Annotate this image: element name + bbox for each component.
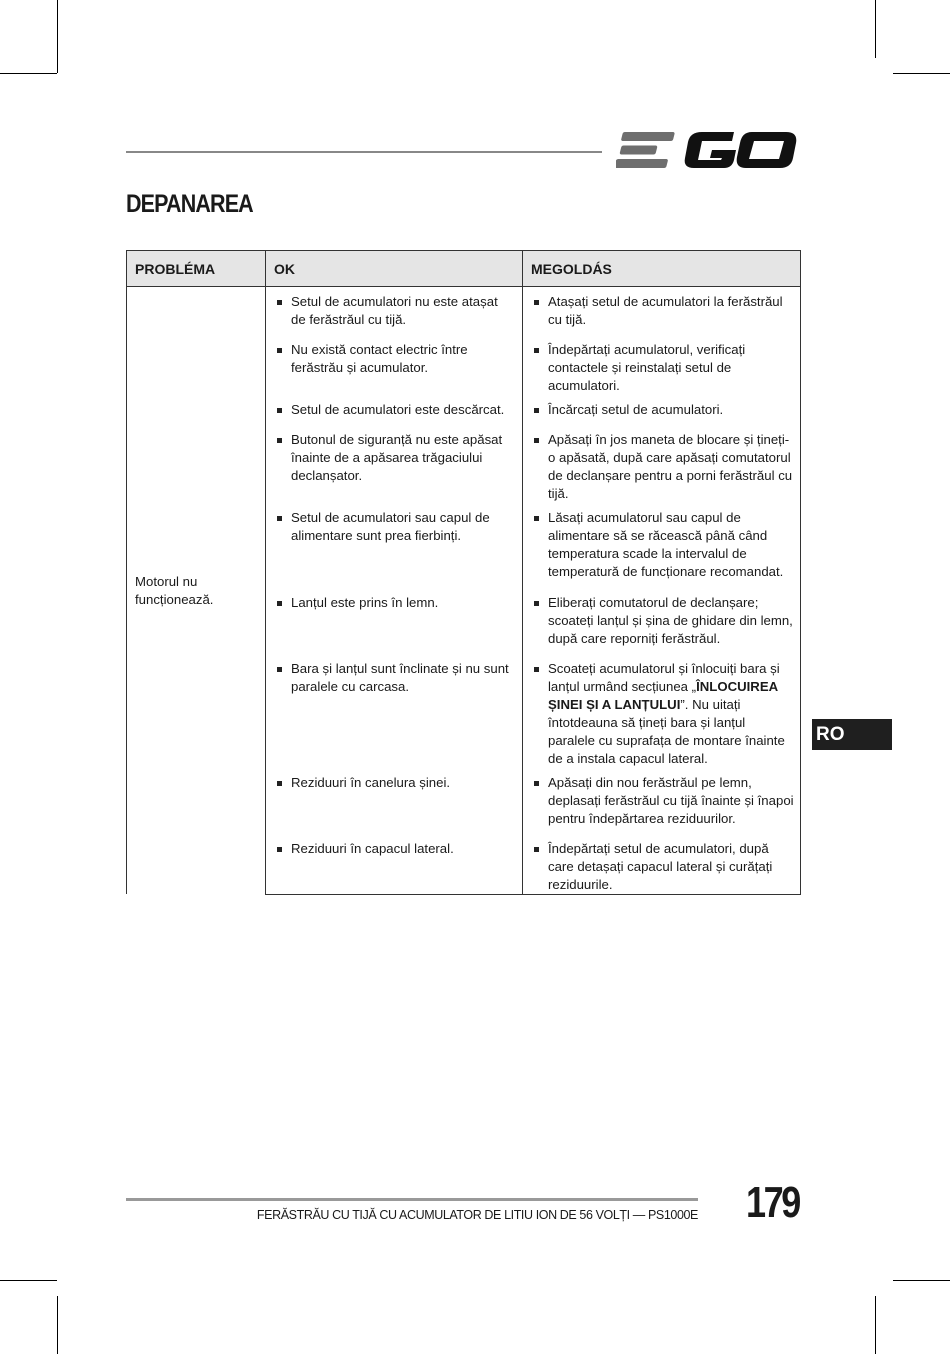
cause-text: Nu există contact electric între ferăstrău și acumulator. <box>291 341 468 375</box>
solution-cell <box>523 395 801 425</box>
solution-cell <box>523 503 801 588</box>
solution-cell <box>523 588 801 654</box>
square-bullet-icon <box>534 300 539 305</box>
cause-text: Butonul de siguranță nu este apăsat înainte de a apăsarea trăgaciului declanșator. <box>291 431 503 483</box>
cause-cell <box>266 768 523 834</box>
square-bullet-icon <box>534 781 539 786</box>
solution-text: Apăsați din nou ferăstrăul pe lemn, deplasați ferăstrăul cu tijă înainte și înapoi pentru îndepărtarea reziduurilor. <box>548 774 794 826</box>
header-problem: PROBLÉMA <box>127 251 266 287</box>
cause-text: Setul de acumulatori nu este atașat de ferăstrăul cu tijă. <box>291 294 498 327</box>
cause-cell <box>266 503 523 588</box>
solution-cell <box>523 834 801 895</box>
square-bullet-icon <box>277 516 282 521</box>
cause-cell <box>266 834 523 895</box>
solution-cell <box>523 425 801 503</box>
solution-text: Lăsați acumulatorul sau capul de alimentare să se răcească până când temperatura scade la intervalul de temperatură de funcționare recomandat. <box>548 509 784 579</box>
crop-mark <box>875 1296 876 1354</box>
square-bullet-icon <box>277 348 282 353</box>
crop-mark <box>893 1280 950 1281</box>
cause-cell <box>266 335 523 395</box>
page-number: 179 <box>746 1178 799 1227</box>
cause-text: Setul de acumulatori este descărcat. <box>291 401 505 417</box>
square-bullet-icon <box>534 348 539 353</box>
cause-text: Reziduuri în capacul lateral. <box>291 840 454 856</box>
crop-mark <box>875 0 876 58</box>
solution-text: Îndepărtați setul de acumulatori, după care detașați capacul lateral și curățați reziduurile. <box>548 840 773 892</box>
solution-text: Apăsați în jos maneta de blocare și țineți-o apăsată, după care apăsați comutatorul de declanșare pentru a porni ferăstrăul cu tijă. <box>548 431 793 501</box>
page-title: DEPANAREA <box>126 190 253 218</box>
header-solution: MEGOLDÁS <box>523 251 801 287</box>
solution-cell <box>523 335 801 395</box>
square-bullet-icon <box>277 667 282 672</box>
header-rule <box>126 151 602 153</box>
ego-logo <box>616 128 800 172</box>
cause-text: Bara și lanțul sunt înclinate și nu sunt paralele cu carcasa. <box>291 660 509 694</box>
square-bullet-icon <box>277 601 282 606</box>
problem-text: Motorul nu funcționează. <box>135 573 214 607</box>
cause-text: Lanțul este prins în lemn. <box>291 594 439 610</box>
footer-product-name: FERĂSTRĂU CU TIJĂ CU ACUMULATOR DE LITIU ION DE 56 VOLȚI — PS1000E <box>256 1208 698 1222</box>
square-bullet-icon <box>534 601 539 606</box>
square-bullet-icon <box>534 408 539 413</box>
cause-cell <box>266 395 523 425</box>
footer-rule <box>126 1198 698 1201</box>
solution-text-pre: Scoateți acumulatorul și înlocuiți bara și lanțul urmând secțiunea „ <box>548 660 780 694</box>
cause-text: Reziduuri în canelura șinei. <box>291 774 451 790</box>
solution-cell <box>523 768 801 834</box>
crop-mark <box>57 0 58 73</box>
section-reference: ÎNLOCUIREA ȘINEI ȘI A LANȚULUI <box>548 678 778 712</box>
header-cause: OK <box>266 251 523 287</box>
solution-text: Încărcați setul de acumulatori. <box>548 401 724 417</box>
solution-text-post: ”. Nu uitați întotdeauna să țineți bara și lanțul paralele cu suprafața de montare înainte de a instala capacul lateral. <box>548 696 785 766</box>
table-header-row <box>127 251 801 287</box>
solution-text: Eliberați comutatorul de declanșare; scoateți lanțul și șina de ghidare din lemn, după care reporniți ferăstrăul. <box>548 594 793 646</box>
solution-text: Îndepărtați acumulatorul, verificați contactele și reinstalați setul de acumulatori. <box>548 341 746 393</box>
square-bullet-icon <box>534 516 539 521</box>
crop-mark <box>57 1296 58 1354</box>
crop-mark <box>893 73 950 74</box>
cause-cell <box>266 425 523 503</box>
problem-cell <box>127 287 266 895</box>
solution-cell <box>523 287 801 335</box>
square-bullet-icon <box>534 847 539 852</box>
solution-cell <box>523 654 801 768</box>
troubleshooting-table <box>126 250 801 895</box>
square-bullet-icon <box>277 781 282 786</box>
square-bullet-icon <box>277 300 282 305</box>
square-bullet-icon <box>534 667 539 672</box>
cause-text: Setul de acumulatori sau capul de alimentare sunt prea fierbinți. <box>291 509 490 543</box>
cause-cell <box>266 654 523 768</box>
cause-cell <box>266 588 523 654</box>
cause-cell <box>266 287 523 335</box>
square-bullet-icon <box>534 438 539 443</box>
solution-text: Atașați setul de acumulatori la ferăstrăul cu tijă. <box>548 294 783 327</box>
table-row <box>127 287 801 335</box>
language-tab: RO <box>812 719 892 750</box>
square-bullet-icon <box>277 408 282 413</box>
crop-mark <box>0 1280 57 1281</box>
square-bullet-icon <box>277 438 282 443</box>
square-bullet-icon <box>277 847 282 852</box>
crop-mark <box>0 73 57 74</box>
